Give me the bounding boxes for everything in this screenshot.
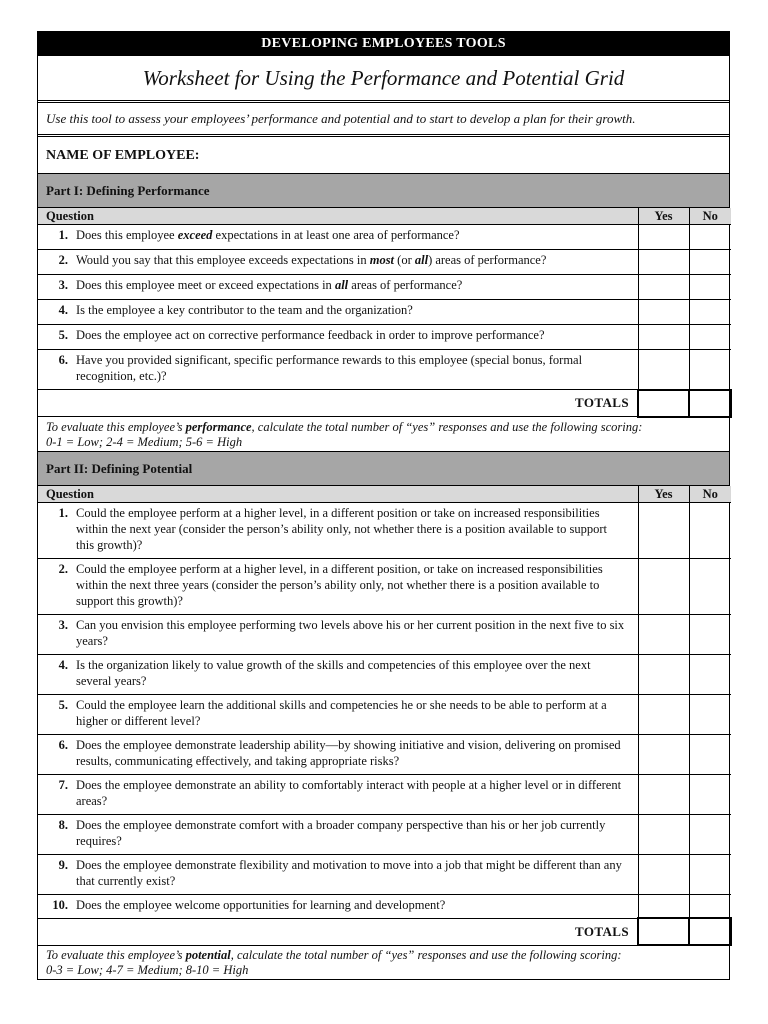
question-cell bbox=[38, 350, 638, 390]
no-answer-cell[interactable] bbox=[689, 300, 731, 325]
question-text: Could the employee learn the additional skills and competencies he or she needs to be able to perform at a higher or different level? bbox=[76, 697, 607, 728]
question-column-header: Question bbox=[38, 208, 638, 225]
question-cell bbox=[38, 854, 638, 894]
question-text: Does the employee demonstrate flexibility and motivation to move into a job that might be different than any that currently exist? bbox=[76, 857, 622, 888]
no-answer-cell[interactable] bbox=[689, 774, 731, 814]
question-text: Does the employee act on corrective performance feedback in order to improve performance? bbox=[76, 328, 545, 342]
no-answer-cell[interactable] bbox=[689, 325, 731, 350]
part2-table bbox=[38, 486, 732, 947]
part2-heading: Part II: Defining Potential bbox=[38, 452, 729, 486]
no-answer-cell[interactable] bbox=[689, 814, 731, 854]
yes-answer-cell[interactable] bbox=[638, 734, 689, 774]
no-answer-cell[interactable] bbox=[689, 275, 731, 300]
yes-answer-cell[interactable] bbox=[638, 854, 689, 894]
yes-answer-cell[interactable] bbox=[638, 502, 689, 558]
yes-answer-cell[interactable] bbox=[638, 694, 689, 734]
question-cell bbox=[38, 774, 638, 814]
totals-label: TOTALS bbox=[38, 918, 638, 945]
yes-column-header: Yes bbox=[638, 486, 689, 503]
employee-name-label: NAME OF EMPLOYEE: bbox=[46, 148, 200, 163]
question-text: Could the employee perform at a higher level, in a different position, or take on increased responsibilities within the next three years (consider the person’s ability only, not whether there is a position available to support this growth)? bbox=[76, 561, 603, 608]
part1-totals-row bbox=[38, 390, 731, 417]
question-number: 5. bbox=[58, 697, 68, 712]
question-number: 6. bbox=[58, 353, 68, 367]
question-cell bbox=[38, 325, 638, 350]
table-row bbox=[38, 325, 731, 350]
table-row bbox=[38, 502, 731, 558]
question-number: 3. bbox=[58, 617, 68, 632]
yes-answer-cell[interactable] bbox=[638, 225, 689, 250]
table-row bbox=[38, 225, 731, 250]
part2-header-row bbox=[38, 486, 731, 503]
question-number: 3. bbox=[58, 278, 68, 292]
yes-column-header: Yes bbox=[638, 208, 689, 225]
yes-answer-cell[interactable] bbox=[638, 558, 689, 614]
question-cell bbox=[38, 654, 638, 694]
employee-name-field[interactable] bbox=[38, 137, 729, 174]
yes-answer-cell[interactable] bbox=[638, 654, 689, 694]
part1-scoring-scale: 0-1 = Low; 2-4 = Medium; 5-6 = High bbox=[46, 434, 243, 449]
table-row bbox=[38, 734, 731, 774]
header-banner: DEVELOPING EMPLOYEES TOOLS bbox=[38, 32, 729, 56]
no-answer-cell[interactable] bbox=[689, 894, 731, 918]
question-cell bbox=[38, 694, 638, 734]
question-text: Could the employee perform at a higher level, in a different position or take on increased responsibilities within the next year (consider the person’s ability only, not whether there is a position available to support this growth)? bbox=[76, 505, 608, 552]
no-answer-cell[interactable] bbox=[689, 350, 731, 390]
question-cell bbox=[38, 894, 638, 918]
no-answer-cell[interactable] bbox=[689, 734, 731, 774]
question-column-header: Question bbox=[38, 486, 638, 503]
question-number: 2. bbox=[58, 561, 68, 576]
question-text: Does the employee demonstrate comfort with a broader company perspective than his or her job currently requires? bbox=[76, 817, 606, 848]
question-number: 10. bbox=[52, 897, 68, 912]
intro-text: Use this tool to assess your employees’ performance and potential and to start to develop a plan for their growth. bbox=[38, 103, 729, 137]
part2-totals-row bbox=[38, 918, 731, 945]
table-row bbox=[38, 894, 731, 918]
part1-header-row bbox=[38, 208, 731, 225]
no-answer-cell[interactable] bbox=[689, 614, 731, 654]
question-text: Is the organization likely to value growth of the skills and competencies of this employee over the next several years? bbox=[76, 657, 591, 688]
part2-scoring-instructions: To evaluate this employee’s potential, calculate the total number of “yes” responses and use the following scoring: 0-3 = Low; 4-7 = Medium; 8-10 = High bbox=[46, 948, 622, 977]
part1-scoring-instructions: To evaluate this employee’s performance, calculate the total number of “yes” responses and use the following scoring: 0-1 = Low; 2-4 = Medium; 5-6 = High bbox=[38, 418, 729, 452]
yes-total-box[interactable] bbox=[638, 918, 689, 945]
no-answer-cell[interactable] bbox=[689, 558, 731, 614]
question-number: 7. bbox=[58, 777, 68, 792]
no-total-box[interactable] bbox=[689, 918, 731, 945]
question-number: 1. bbox=[58, 505, 68, 520]
question-cell bbox=[38, 250, 638, 275]
question-number: 4. bbox=[58, 303, 68, 317]
question-number: 2. bbox=[58, 253, 68, 267]
part1-table bbox=[38, 208, 732, 418]
question-number: 6. bbox=[58, 737, 68, 752]
question-cell bbox=[38, 300, 638, 325]
no-answer-cell[interactable] bbox=[689, 250, 731, 275]
question-cell bbox=[38, 502, 638, 558]
yes-answer-cell[interactable] bbox=[638, 774, 689, 814]
yes-answer-cell[interactable] bbox=[638, 275, 689, 300]
no-column-header: No bbox=[689, 486, 731, 503]
table-row bbox=[38, 654, 731, 694]
question-cell bbox=[38, 225, 638, 250]
table-row bbox=[38, 300, 731, 325]
question-number: 1. bbox=[58, 228, 68, 242]
yes-answer-cell[interactable] bbox=[638, 814, 689, 854]
question-number: 5. bbox=[58, 328, 68, 342]
no-answer-cell[interactable] bbox=[689, 854, 731, 894]
question-cell bbox=[38, 734, 638, 774]
question-text: Does the employee welcome opportunities for learning and development? bbox=[76, 897, 446, 912]
yes-answer-cell[interactable] bbox=[638, 350, 689, 390]
worksheet bbox=[37, 31, 730, 980]
part2-scoring-scale: 0-3 = Low; 4-7 = Medium; 8-10 = High bbox=[46, 963, 249, 977]
part1-heading: Part I: Defining Performance bbox=[38, 174, 729, 208]
question-cell bbox=[38, 814, 638, 854]
no-column-header: No bbox=[689, 208, 731, 225]
question-cell bbox=[38, 275, 638, 300]
yes-answer-cell[interactable] bbox=[638, 250, 689, 275]
question-number: 4. bbox=[58, 657, 68, 672]
no-answer-cell[interactable] bbox=[689, 654, 731, 694]
question-text: Does the employee demonstrate leadership ability—by showing initiative and vision, delivering on promised results, communicating effectively, and taking appropriate risks? bbox=[76, 737, 621, 768]
totals-label: TOTALS bbox=[38, 390, 638, 417]
question-cell bbox=[38, 558, 638, 614]
question-number: 8. bbox=[58, 817, 68, 832]
no-answer-cell[interactable] bbox=[689, 694, 731, 734]
no-total-box[interactable] bbox=[689, 390, 731, 417]
question-text: Would you say that this employee exceeds expectations in most (or all) areas of performance? bbox=[76, 253, 547, 267]
question-cell bbox=[38, 614, 638, 654]
table-row bbox=[38, 350, 731, 390]
yes-answer-cell[interactable] bbox=[638, 300, 689, 325]
table-row bbox=[38, 774, 731, 814]
yes-answer-cell[interactable] bbox=[638, 325, 689, 350]
yes-total-box[interactable] bbox=[638, 390, 689, 417]
question-text: Does this employee meet or exceed expectations in all areas of performance? bbox=[76, 278, 463, 292]
table-row bbox=[38, 614, 731, 654]
yes-answer-cell[interactable] bbox=[638, 894, 689, 918]
question-text: Have you provided significant, specific performance rewards to this employee (special bonus, formal recognition, etc.)? bbox=[76, 353, 583, 383]
question-text: Does the employee demonstrate an ability to comfortably interact with people at a higher level or in different areas? bbox=[76, 777, 622, 808]
question-number: 9. bbox=[58, 857, 68, 872]
table-row bbox=[38, 558, 731, 614]
table-row bbox=[38, 275, 731, 300]
table-row bbox=[38, 694, 731, 734]
table-row bbox=[38, 854, 731, 894]
question-text: Is the employee a key contributor to the team and the organization? bbox=[76, 303, 413, 317]
table-row bbox=[38, 250, 731, 275]
worksheet-title: Worksheet for Using the Performance and Potential Grid bbox=[38, 56, 729, 103]
question-text: Does this employee exceed expectations in at least one area of performance? bbox=[76, 228, 460, 242]
yes-answer-cell[interactable] bbox=[638, 614, 689, 654]
question-text: Can you envision this employee performing two levels above his or her current position in the next five to six years? bbox=[76, 617, 625, 648]
no-answer-cell[interactable] bbox=[689, 225, 731, 250]
no-answer-cell[interactable] bbox=[689, 502, 731, 558]
table-row bbox=[38, 814, 731, 854]
